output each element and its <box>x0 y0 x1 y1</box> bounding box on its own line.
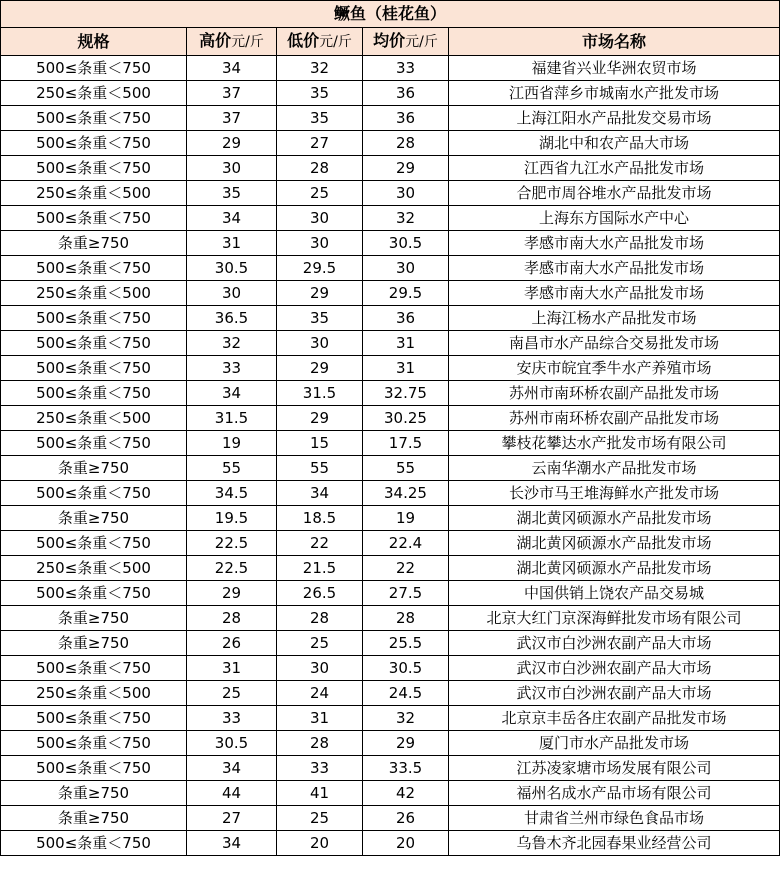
header-avg <box>363 28 449 56</box>
cell-high-price: 19 <box>187 431 277 456</box>
cell-low-price: 35 <box>277 106 363 131</box>
cell-low-price: 30 <box>277 656 363 681</box>
cell-market-name: 南昌市水产品综合交易批发市场 <box>449 331 780 356</box>
table-row <box>1 356 780 381</box>
cell-high-price: 37 <box>187 81 277 106</box>
cell-avg-price: 36 <box>363 106 449 131</box>
cell-low-price: 25 <box>277 631 363 656</box>
cell-low-price: 27 <box>277 131 363 156</box>
cell-market-name: 湖北中和农产品大市场 <box>449 131 780 156</box>
cell-low-price: 35 <box>277 81 363 106</box>
cell-low-price: 28 <box>277 731 363 756</box>
header-high <box>187 28 277 56</box>
header-low-unit: 元/斤 <box>319 34 352 50</box>
cell-spec: 500≤条重＜750 <box>1 431 187 456</box>
cell-market-name: 福建省兴业华洲农贸市场 <box>449 56 780 81</box>
table-row <box>1 781 780 806</box>
table-row <box>1 406 780 431</box>
cell-low-price: 20 <box>277 831 363 856</box>
table-row <box>1 306 780 331</box>
cell-spec: 250≤条重＜500 <box>1 281 187 306</box>
table-row <box>1 456 780 481</box>
cell-avg-price: 20 <box>363 831 449 856</box>
cell-avg-price: 32 <box>363 706 449 731</box>
cell-spec: 500≤条重＜750 <box>1 206 187 231</box>
header-high-label: 高价 <box>199 31 232 50</box>
cell-market-name: 江西省萍乡市城南水产批发市场 <box>449 81 780 106</box>
cell-market-name: 武汉市白沙洲农副产品大市场 <box>449 681 780 706</box>
table-row <box>1 656 780 681</box>
table-title: 鳜鱼（桂花鱼） <box>1 1 780 28</box>
cell-avg-price: 30.5 <box>363 656 449 681</box>
cell-market-name: 孝感市南大水产品批发市场 <box>449 281 780 306</box>
cell-low-price: 31 <box>277 706 363 731</box>
cell-market-name: 长沙市马王堆海鲜水产批发市场 <box>449 481 780 506</box>
cell-low-price: 35 <box>277 306 363 331</box>
cell-avg-price: 32.75 <box>363 381 449 406</box>
cell-spec: 500≤条重＜750 <box>1 356 187 381</box>
cell-low-price: 21.5 <box>277 556 363 581</box>
cell-avg-price: 33.5 <box>363 756 449 781</box>
table-row <box>1 206 780 231</box>
table-row <box>1 181 780 206</box>
header-low <box>277 28 363 56</box>
header-row <box>1 28 780 56</box>
cell-spec: 500≤条重＜750 <box>1 656 187 681</box>
header-spec <box>1 28 187 56</box>
cell-low-price: 29 <box>277 356 363 381</box>
table-row <box>1 131 780 156</box>
table-row <box>1 331 780 356</box>
cell-spec: 500≤条重＜750 <box>1 381 187 406</box>
cell-avg-price: 29 <box>363 731 449 756</box>
cell-avg-price: 29 <box>363 156 449 181</box>
header-market-label: 市场名称 <box>582 32 647 51</box>
cell-high-price: 34.5 <box>187 481 277 506</box>
cell-spec: 500≤条重＜750 <box>1 156 187 181</box>
cell-high-price: 34 <box>187 206 277 231</box>
cell-avg-price: 26 <box>363 806 449 831</box>
table-row <box>1 831 780 856</box>
cell-avg-price: 55 <box>363 456 449 481</box>
table-row <box>1 606 780 631</box>
cell-low-price: 28 <box>277 156 363 181</box>
cell-market-name: 上海江阳水产品批发交易市场 <box>449 106 780 131</box>
cell-low-price: 32 <box>277 56 363 81</box>
cell-high-price: 34 <box>187 56 277 81</box>
header-low-label: 低价 <box>287 31 320 50</box>
cell-high-price: 34 <box>187 756 277 781</box>
cell-avg-price: 27.5 <box>363 581 449 606</box>
cell-high-price: 33 <box>187 356 277 381</box>
cell-high-price: 30.5 <box>187 256 277 281</box>
cell-spec: 250≤条重＜500 <box>1 406 187 431</box>
cell-market-name: 上海江杨水产品批发市场 <box>449 306 780 331</box>
cell-market-name: 乌鲁木齐北园春果业经营公司 <box>449 831 780 856</box>
cell-avg-price: 34.25 <box>363 481 449 506</box>
cell-high-price: 30 <box>187 281 277 306</box>
cell-market-name: 攀枝花攀达水产批发市场有限公司 <box>449 431 780 456</box>
cell-high-price: 32 <box>187 331 277 356</box>
table-row <box>1 581 780 606</box>
cell-spec: 250≤条重＜500 <box>1 556 187 581</box>
cell-market-name: 北京大红门京深海鲜批发市场有限公司 <box>449 606 780 631</box>
cell-spec: 500≤条重＜750 <box>1 56 187 81</box>
cell-avg-price: 17.5 <box>363 431 449 456</box>
cell-high-price: 29 <box>187 581 277 606</box>
table-row <box>1 381 780 406</box>
cell-low-price: 26.5 <box>277 581 363 606</box>
table-row <box>1 806 780 831</box>
cell-low-price: 33 <box>277 756 363 781</box>
cell-avg-price: 30 <box>363 181 449 206</box>
cell-high-price: 31 <box>187 231 277 256</box>
cell-high-price: 22.5 <box>187 556 277 581</box>
cell-high-price: 22.5 <box>187 531 277 556</box>
cell-avg-price: 22.4 <box>363 531 449 556</box>
cell-market-name: 苏州市南环桥农副产品批发市场 <box>449 406 780 431</box>
table-row <box>1 556 780 581</box>
cell-market-name: 江西省九江水产品批发市场 <box>449 156 780 181</box>
cell-high-price: 55 <box>187 456 277 481</box>
cell-market-name: 武汉市白沙洲农副产品大市场 <box>449 656 780 681</box>
cell-spec: 条重≥750 <box>1 631 187 656</box>
cell-spec: 250≤条重＜500 <box>1 81 187 106</box>
table-row <box>1 231 780 256</box>
cell-high-price: 37 <box>187 106 277 131</box>
cell-spec: 500≤条重＜750 <box>1 756 187 781</box>
cell-spec: 条重≥750 <box>1 456 187 481</box>
cell-high-price: 19.5 <box>187 506 277 531</box>
cell-high-price: 44 <box>187 781 277 806</box>
cell-market-name: 武汉市白沙洲农副产品大市场 <box>449 631 780 656</box>
cell-spec: 条重≥750 <box>1 506 187 531</box>
cell-market-name: 湖北黄冈硕源水产品批发市场 <box>449 556 780 581</box>
cell-low-price: 31.5 <box>277 381 363 406</box>
header-market <box>449 28 780 56</box>
cell-high-price: 35 <box>187 181 277 206</box>
cell-avg-price: 33 <box>363 56 449 81</box>
cell-market-name: 厦门市水产品批发市场 <box>449 731 780 756</box>
table-row <box>1 756 780 781</box>
cell-avg-price: 42 <box>363 781 449 806</box>
cell-low-price: 29 <box>277 406 363 431</box>
cell-high-price: 28 <box>187 606 277 631</box>
cell-spec: 条重≥750 <box>1 781 187 806</box>
cell-low-price: 25 <box>277 181 363 206</box>
cell-avg-price: 19 <box>363 506 449 531</box>
cell-avg-price: 29.5 <box>363 281 449 306</box>
cell-low-price: 28 <box>277 606 363 631</box>
table-row <box>1 81 780 106</box>
cell-high-price: 30 <box>187 156 277 181</box>
table-row <box>1 106 780 131</box>
cell-avg-price: 31 <box>363 356 449 381</box>
cell-low-price: 29 <box>277 281 363 306</box>
cell-spec: 500≤条重＜750 <box>1 706 187 731</box>
header-high-unit: 元/斤 <box>231 34 264 50</box>
cell-spec: 500≤条重＜750 <box>1 306 187 331</box>
cell-avg-price: 24.5 <box>363 681 449 706</box>
cell-low-price: 22 <box>277 531 363 556</box>
cell-low-price: 30 <box>277 231 363 256</box>
cell-high-price: 34 <box>187 381 277 406</box>
table-body <box>1 1 780 856</box>
cell-high-price: 29 <box>187 131 277 156</box>
table-row <box>1 631 780 656</box>
cell-spec: 500≤条重＜750 <box>1 131 187 156</box>
cell-low-price: 30 <box>277 206 363 231</box>
cell-high-price: 31.5 <box>187 406 277 431</box>
cell-market-name: 云南华潮水产品批发市场 <box>449 456 780 481</box>
cell-spec: 500≤条重＜750 <box>1 256 187 281</box>
table-row <box>1 481 780 506</box>
cell-high-price: 34 <box>187 831 277 856</box>
cell-market-name: 北京京丰岳各庄农副产品批发市场 <box>449 706 780 731</box>
cell-low-price: 41 <box>277 781 363 806</box>
cell-avg-price: 25.5 <box>363 631 449 656</box>
cell-low-price: 55 <box>277 456 363 481</box>
cell-high-price: 33 <box>187 706 277 731</box>
cell-avg-price: 30 <box>363 256 449 281</box>
cell-avg-price: 32 <box>363 206 449 231</box>
table-row <box>1 506 780 531</box>
cell-spec: 250≤条重＜500 <box>1 181 187 206</box>
cell-avg-price: 30.25 <box>363 406 449 431</box>
cell-low-price: 34 <box>277 481 363 506</box>
cell-avg-price: 31 <box>363 331 449 356</box>
table-row <box>1 431 780 456</box>
cell-market-name: 中国供销上饶农产品交易城 <box>449 581 780 606</box>
cell-market-name: 合肥市周谷堆水产品批发市场 <box>449 181 780 206</box>
cell-spec: 条重≥750 <box>1 231 187 256</box>
cell-spec: 500≤条重＜750 <box>1 481 187 506</box>
cell-low-price: 29.5 <box>277 256 363 281</box>
cell-high-price: 36.5 <box>187 306 277 331</box>
cell-spec: 条重≥750 <box>1 606 187 631</box>
cell-market-name: 江苏凌家塘市场发展有限公司 <box>449 756 780 781</box>
table-row <box>1 156 780 181</box>
cell-high-price: 30.5 <box>187 731 277 756</box>
cell-avg-price: 36 <box>363 81 449 106</box>
table-row <box>1 731 780 756</box>
cell-market-name: 湖北黄冈硕源水产品批发市场 <box>449 531 780 556</box>
header-spec-label: 规格 <box>77 32 110 51</box>
cell-low-price: 15 <box>277 431 363 456</box>
cell-low-price: 25 <box>277 806 363 831</box>
table-row <box>1 531 780 556</box>
cell-spec: 500≤条重＜750 <box>1 581 187 606</box>
table-row <box>1 56 780 81</box>
cell-market-name: 孝感市南大水产品批发市场 <box>449 231 780 256</box>
cell-spec: 500≤条重＜750 <box>1 106 187 131</box>
table-row <box>1 681 780 706</box>
cell-spec: 条重≥750 <box>1 806 187 831</box>
cell-market-name: 上海东方国际水产中心 <box>449 206 780 231</box>
table-row <box>1 706 780 731</box>
cell-market-name: 甘肃省兰州市绿色食品市场 <box>449 806 780 831</box>
cell-low-price: 24 <box>277 681 363 706</box>
cell-market-name: 福州名成水产品市场有限公司 <box>449 781 780 806</box>
cell-avg-price: 30.5 <box>363 231 449 256</box>
cell-market-name: 孝感市南大水产品批发市场 <box>449 256 780 281</box>
cell-spec: 500≤条重＜750 <box>1 331 187 356</box>
cell-low-price: 30 <box>277 331 363 356</box>
cell-market-name: 湖北黄冈硕源水产品批发市场 <box>449 506 780 531</box>
cell-avg-price: 22 <box>363 556 449 581</box>
cell-high-price: 27 <box>187 806 277 831</box>
cell-market-name: 苏州市南环桥农副产品批发市场 <box>449 381 780 406</box>
cell-high-price: 26 <box>187 631 277 656</box>
cell-avg-price: 36 <box>363 306 449 331</box>
cell-high-price: 31 <box>187 656 277 681</box>
cell-spec: 500≤条重＜750 <box>1 831 187 856</box>
cell-market-name: 安庆市皖宜季牛水产养殖市场 <box>449 356 780 381</box>
table-row <box>1 281 780 306</box>
title-row <box>1 1 780 28</box>
header-avg-unit: 元/斤 <box>405 34 438 50</box>
header-avg-label: 均价 <box>373 31 406 50</box>
cell-avg-price: 28 <box>363 606 449 631</box>
cell-spec: 500≤条重＜750 <box>1 731 187 756</box>
cell-avg-price: 28 <box>363 131 449 156</box>
cell-high-price: 25 <box>187 681 277 706</box>
cell-low-price: 18.5 <box>277 506 363 531</box>
cell-spec: 250≤条重＜500 <box>1 681 187 706</box>
table-row <box>1 256 780 281</box>
cell-spec: 500≤条重＜750 <box>1 531 187 556</box>
